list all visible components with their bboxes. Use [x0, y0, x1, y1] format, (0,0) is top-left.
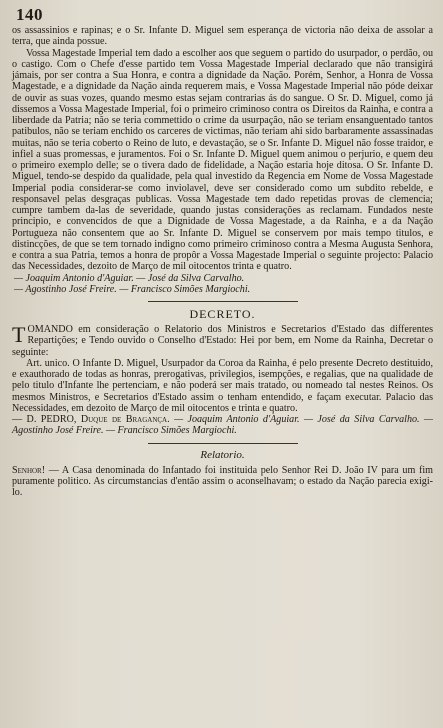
- decreto-preamble: [12, 324, 433, 358]
- decreto-dropcap: T: [12, 322, 26, 347]
- section-divider: [148, 301, 298, 302]
- decreto-article: Art. unico. O Infante D. Miguel, Usurpador da Coroa da Rainha, é pelo presente Decreto destituido, e exauthorado de todas as honras, prerogativas, privilegios, isempções, e regalias, que na qualidade de pelo titulo d'Infante lhe pertenciam, e não poderá ser mais tratado, ou nomeado tal nestes Reinos. Os mesmos Ministros, e Secretarios d'Estado assim o tenham entendido, e façam executar. Palacio das Necessidades, em dezoito de Março de mil oitocentos e trinta e quatro.: [12, 357, 433, 414]
- continued-paragraph: os assassinios e rapinas; e o Sr. Infante D. Miguel sem esperança de victoria não deixa de assolar a terra, que ainda possue.: [12, 25, 433, 48]
- decreto-heading: DECRETO.: [189, 307, 256, 321]
- decreto-preamble-text: OMANDO em consideração o Relatorio dos Ministros e Secretarios d'Estado das differentes Repartições; e Tendo ouvido o Conselho d'Estado: Hei por bem, em Nome da Rainha, Decretar o seguinte:: [12, 324, 433, 358]
- relatorio-salutation: Senhor!: [12, 464, 46, 476]
- page-number: 140: [16, 5, 43, 24]
- relatorio-paragraph: [12, 465, 433, 499]
- decreto-signoff-name: — D. PEDRO,: [12, 414, 77, 425]
- report-paragraph: Vossa Magestade Imperial tem dado a escolher aos que seguem o partido do usurpador, o perdão, ou o castigo. Com o Chefe d'esse partido tem Vossa Magestade Imperial declarado que não transigirá jámais, por ser contra a Sua Honra, e contra a dignidade da Nação. Porém, Senhor, a Honra de Vossa Magestade, e a dignidade da Nação ainda requerem mais, e Vossa Magestade Imperial não póde deixar de ouvir as suas vozes, quando mesmo estas sejam contrarias ás do sangue. O Sr. D. Miguel, como já dissemos a Vossa Magestade Imperial, foi o primeiro criminoso contra os Direitos da Rainha, e contra a liberdade da Patria; não se teria commettido o crime da usurpação, não se teriam ensanguentado tantos patibulos, não se teriam enchido os carceres de victimas, não teriam ahi sido barbaramente assassinadas muitas, não se teria coberto o Reino de luto, e devastação, se o Sr. Infante D. Miguel não fosse traidor, e infiel a suas promessas, e juramentos. Foi o Sr. Infante D. Miguel quem animou o perjurio, e quem deu o primeiro exemplo delle; se o tivera dado de fidelidade, a Nação estaria hoje ditosa. O Sr. Infante D. Miguel, tendo-se despido da qualidade, pela qual investido da Regencia em Nome de Vossa Magestade Imperial podia considerar-se como inviolavel, deve ser considerado como um subdito rebelde, e responsavel pelas desgraças publicas. Vossa Magestade tem dado repetidas provas de clemencia; cumpre tambem da-las de severidade, quando justas considerações as reclamam. Fundados neste principio, e convencidos de que a Dignidade de Vossa Magestade, a da Rainha, e a da Nação Portugueza não consentem que ao Sr. Infante D. Miguel se conservem por mais tempo titulos, e distincções, de que se tem tornado indigno como primeiro criminoso contra a Mesma Augusta Senhora, e contra a sua Patria, temos a honra de propôr a Vossa Magestade Imperial o seguinte projecto: Palacio das Necessidades, dezoito de Março de mil oitocentos trinta e quatro.: [12, 47, 433, 273]
- signatures-line-2: — Agostinho José Freire. — Francisco Simões Margiochi.: [14, 283, 251, 295]
- decreto-signoff: [12, 414, 433, 437]
- signatures-line-1: — Joaquim Antonio d'Aguiar. — José da Silva Carvalho.: [14, 272, 245, 284]
- relatorio-text: — A Casa denominada do Infantado foi instituida pelo Senhor Rei D. João IV para um fim puramente politico. As circumstancias d'então assim o aconselhavam; o estado da Nação parecia exigi-lo.: [12, 464, 433, 498]
- section-divider-2: [148, 443, 298, 444]
- decreto-signoff-ministers: — Joaquim Antonio d'Aguiar. — José da Silva Carvalho. — Agostinho José Freire. — Francisco Simões Margiochi.: [12, 414, 433, 437]
- decreto-signoff-title: Duque de Bragança.: [80, 414, 170, 425]
- relatorio-heading: Relatorio.: [200, 448, 245, 461]
